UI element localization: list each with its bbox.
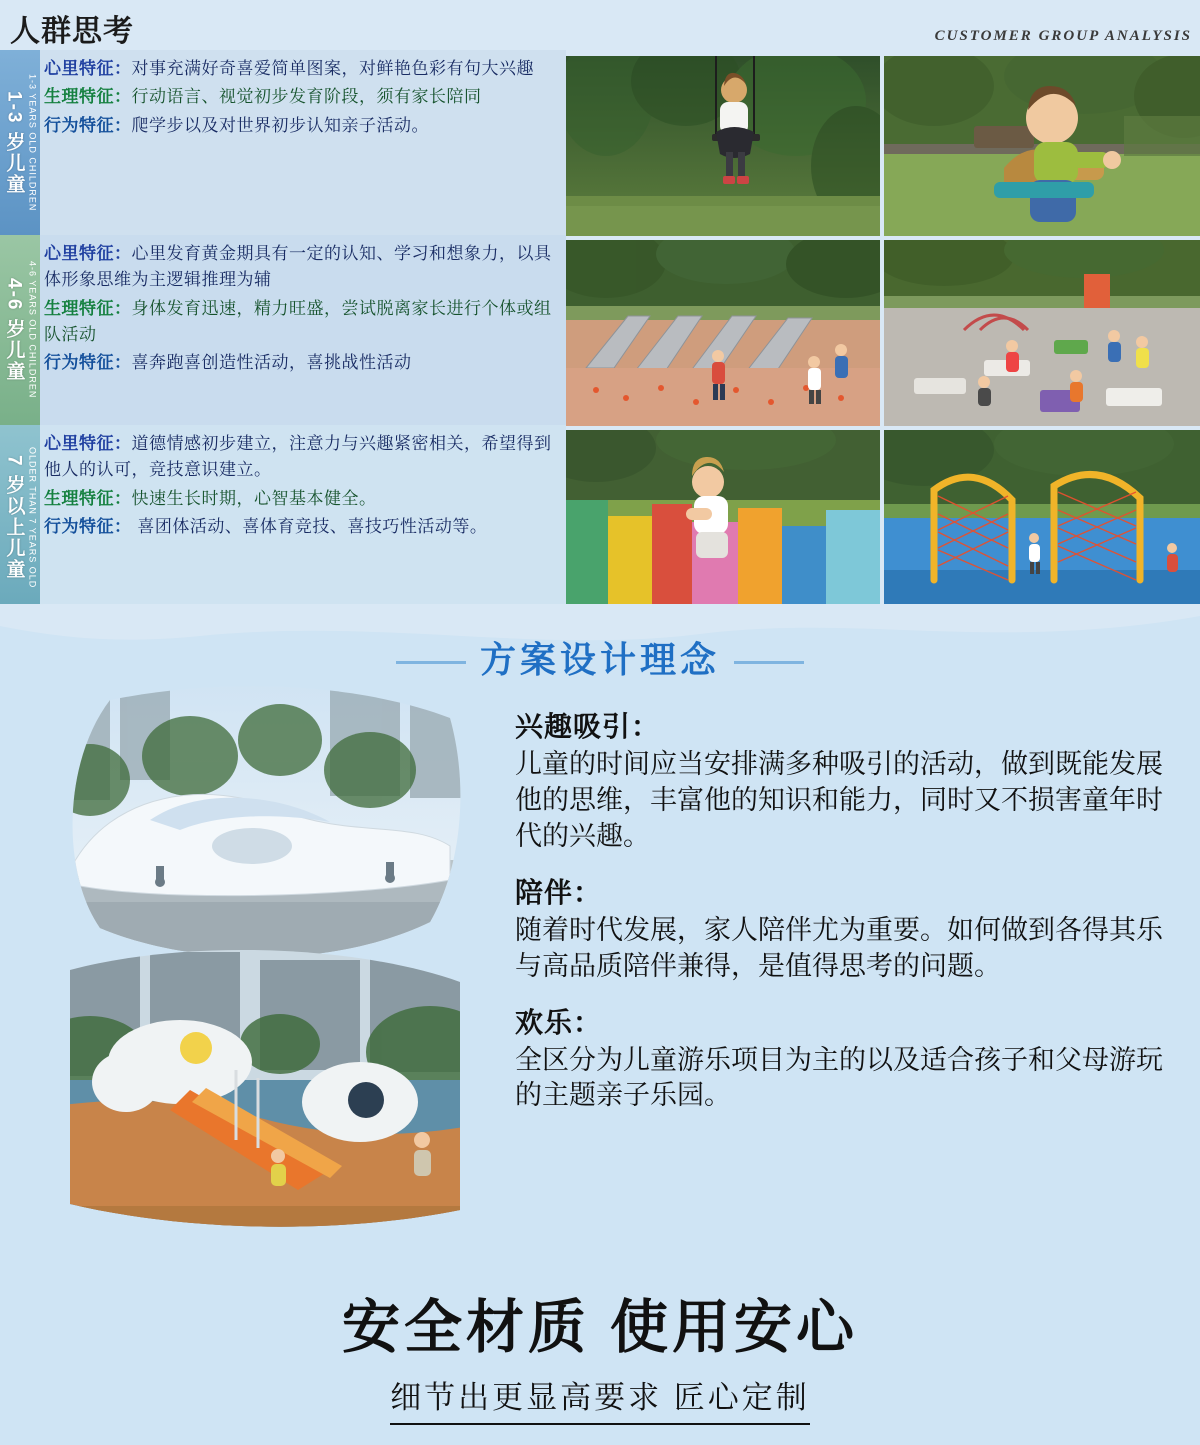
- trait-key: 行为特征：: [44, 517, 132, 538]
- age-label-cn: 1-3 岁儿童: [3, 90, 25, 195]
- trait-key: 生理特征：: [44, 87, 132, 108]
- page-title: 人群思考: [10, 15, 134, 48]
- trait-text: 喜奔跑喜创造性活动，喜挑战性活动: [131, 353, 412, 374]
- age-label-en: 4-6 YEARS OLD CHILDREN: [27, 261, 38, 399]
- age-label-7plus: [0, 425, 40, 610]
- trait-row-psych: [44, 431, 560, 484]
- age-label-en: OLDER THAN 7 YEARS OLD: [27, 446, 38, 589]
- trait-row-physio: [44, 296, 560, 349]
- group-block-1-3: [0, 50, 566, 235]
- title-rule-right: [734, 661, 804, 664]
- trait-text: 喜团体活动、喜体育竞技、喜技巧性活动等。: [131, 517, 488, 538]
- trait-row-psych: [44, 56, 560, 82]
- age-label-4-6: [0, 235, 40, 425]
- trait-key: 心里特征：: [44, 434, 132, 454]
- trait-text: 爬学步以及对世界初步认知亲子活动。: [131, 115, 429, 136]
- photo-open-play-field: [884, 240, 1200, 426]
- photo-colorful-block-play: [566, 430, 880, 610]
- concept-text-column: [515, 705, 1185, 1130]
- trait-text: 对事充满好奇喜爱简单图案，对鲜艳色彩有句大兴趣: [131, 59, 534, 79]
- customer-group-list: [0, 50, 566, 610]
- trait-row-behavior: [44, 514, 560, 540]
- footer-banner: [0, 1270, 1200, 1445]
- trait-key: 心里特征：: [44, 59, 132, 79]
- age-label-cn: 7 岁以上儿童: [3, 455, 25, 580]
- concept-heading-joy: 欢乐：: [515, 1006, 603, 1038]
- trait-text: 行动语言、视觉初步发育阶段，须有家长陪同: [131, 87, 482, 108]
- concept-heading-company: 陪伴：: [515, 876, 603, 908]
- render-image-group: [30, 670, 490, 1240]
- photo-baby-on-wooden-horse: [884, 56, 1200, 236]
- concept-body-joy: 全区分为儿童游乐项目为主的以及适合孩子和父母游玩的主题亲子乐园。: [515, 1044, 1163, 1111]
- trait-key: 生理特征：: [44, 488, 132, 509]
- concept-body-company: 随着时代发展，家人陪伴尤为重要。如何做到各得其乐与高品质陪伴兼得，是值得思考的问题。: [515, 914, 1163, 981]
- group-block-7plus: [0, 425, 566, 610]
- footer-subline: 细节出更显高要求 匠心定制: [390, 1372, 810, 1425]
- photo-outdoor-slide-playground: [566, 240, 880, 426]
- trait-key: 心里特征：: [44, 244, 132, 264]
- age-label-cn: 4-6 岁儿童: [3, 278, 25, 382]
- trait-text: 身体发育迅速，精力旺盛，尝试脱离家长进行个体或组队活动: [44, 298, 552, 346]
- trait-row-psych: [44, 241, 560, 294]
- photo-girl-on-swing: [566, 56, 880, 236]
- concept-body-interest: 儿童的时间应当安排满多种吸引的活动，做到既能发展他的思维，丰富他的知识和能力，同时又不损害童年时代的兴趣。: [515, 749, 1163, 851]
- trait-row-behavior: [44, 113, 560, 139]
- trait-row-physio: [44, 84, 560, 110]
- section-title-text: 方案设计理念: [479, 639, 720, 680]
- trait-key: 生理特征：: [44, 298, 132, 319]
- render-spaceship-slide: [30, 950, 490, 1240]
- age-label-1-3: [0, 50, 40, 235]
- footer-headline: 安全材质 使用安心: [341, 1295, 859, 1360]
- title-rule-left: [396, 661, 466, 664]
- trait-text: 快速生长时期，心智基本健全。: [131, 488, 377, 509]
- trait-text: 道德情感初步建立，注意力与兴趣紧密相关，希望得到他人的认可，竞技意识建立。: [44, 434, 552, 481]
- design-concept-section: [0, 610, 1200, 1270]
- concept-heading-interest: 兴趣吸引：: [515, 711, 661, 742]
- trait-text: 心里发育黄金期具有一定的认知、学习和想象力，以具体形象思维为主逻辑推理为辅: [44, 244, 552, 291]
- photo-net-climbing-structure: [884, 430, 1200, 610]
- page-header: [0, 0, 1200, 56]
- trait-key: 行为特征：: [44, 115, 132, 136]
- group-block-4-6: [0, 235, 566, 425]
- age-label-en: 1-3 YEARS OLD CHILDREN: [27, 73, 38, 212]
- trait-row-behavior: [44, 350, 560, 376]
- trait-row-physio: [44, 486, 560, 512]
- render-white-canopy: [30, 670, 490, 980]
- page-subtitle-en: CUSTOMER GROUP ANALYSIS: [934, 28, 1192, 44]
- trait-key: 行为特征：: [44, 353, 132, 374]
- photo-grid: [566, 50, 1200, 610]
